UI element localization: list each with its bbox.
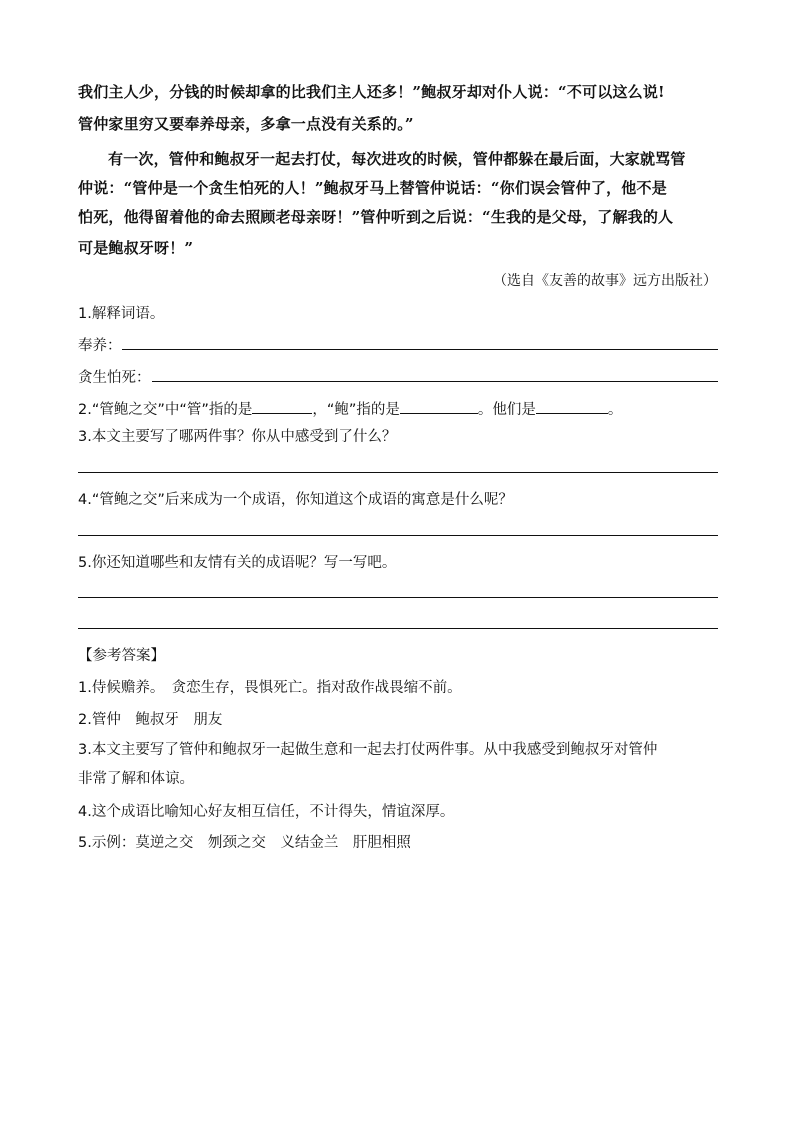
question-2-part-4: 。 <box>607 402 623 418</box>
question-3: 3.本文主要写了哪两件事？你从中感受到了什么？ <box>78 429 397 445</box>
question-2-part-1: 2.“管鲍之交”中“管”指的是 <box>78 402 253 418</box>
question-1-word-1: 奉养： <box>78 338 122 354</box>
answer-line-q3[interactable] <box>78 472 718 473</box>
passage-line: 仲说：“管仲是一个贪生怕死的人！”鲍叔牙马上替管仲说话：“你们误会管仲了，他不是 <box>78 179 667 197</box>
passage-line: 可是鲍叔牙呀！” <box>78 239 194 257</box>
question-2-part-3: 。他们是 <box>477 402 536 418</box>
answer-5: 5.示例：莫逆之交 刎颈之交 义结金兰 肝胆相照 <box>78 835 411 851</box>
passage-line: 我们主人少，分钱的时候却拿的比我们主人还多！”鲍叔牙却对仆人说：“不可以这么说! <box>78 83 665 101</box>
answers-heading: 【参考答案】 <box>78 648 165 664</box>
question-5: 5.你还知道哪些和友情有关的成语呢？写一写吧。 <box>78 555 397 571</box>
passage-line: 有一次，管仲和鲍叔牙一起去打仗，每次进攻的时候，管仲都躲在最后面，大家就骂管 <box>108 150 686 168</box>
answer-line-word-2[interactable] <box>152 381 718 382</box>
answer-3-line-2: 非常了解和体谅。 <box>78 771 194 787</box>
blank-guan[interactable] <box>252 399 312 414</box>
answer-line-q5-2[interactable] <box>78 628 718 629</box>
answer-3-line-1: 3.本文主要写了管仲和鲍叔牙一起做生意和一起去打仗两件事。从中我感受到鲍叔牙对管仲 <box>78 742 658 758</box>
answer-line-word-1[interactable] <box>122 349 718 350</box>
answer-line-q5-1[interactable] <box>78 597 718 598</box>
question-1: 1.解释词语。 <box>78 306 165 322</box>
blank-relation[interactable] <box>536 399 608 414</box>
passage-source: （选自《友善的故事》远方出版社） <box>493 273 717 289</box>
question-2 <box>78 398 622 419</box>
answer-2: 2.管仲 鲍叔牙 朋友 <box>78 712 223 728</box>
answer-4: 4.这个成语比喻知心好友相互信任，不计得失，情谊深厚。 <box>78 804 455 820</box>
passage-line: 管仲家里穷又要奉养母亲，多拿一点没有关系的。” <box>78 115 414 133</box>
answer-line-q4[interactable] <box>78 535 718 536</box>
question-4: 4.“管鲍之交”后来成为一个成语，你知道这个成语的寓意是什么呢？ <box>78 492 513 508</box>
question-1-word-2: 贪生怕死： <box>78 370 151 386</box>
blank-bao[interactable] <box>400 399 478 414</box>
passage-line: 怕死，他得留着他的命去照顾老母亲呀！”管仲听到之后说：“生我的是父母，了解我的人 <box>78 208 674 226</box>
answer-1: 1.侍候赡养。 贪恋生存，畏惧死亡。指对敌作战畏缩不前。 <box>78 680 462 696</box>
question-2-part-2: ，“鲍”指的是 <box>312 402 400 418</box>
